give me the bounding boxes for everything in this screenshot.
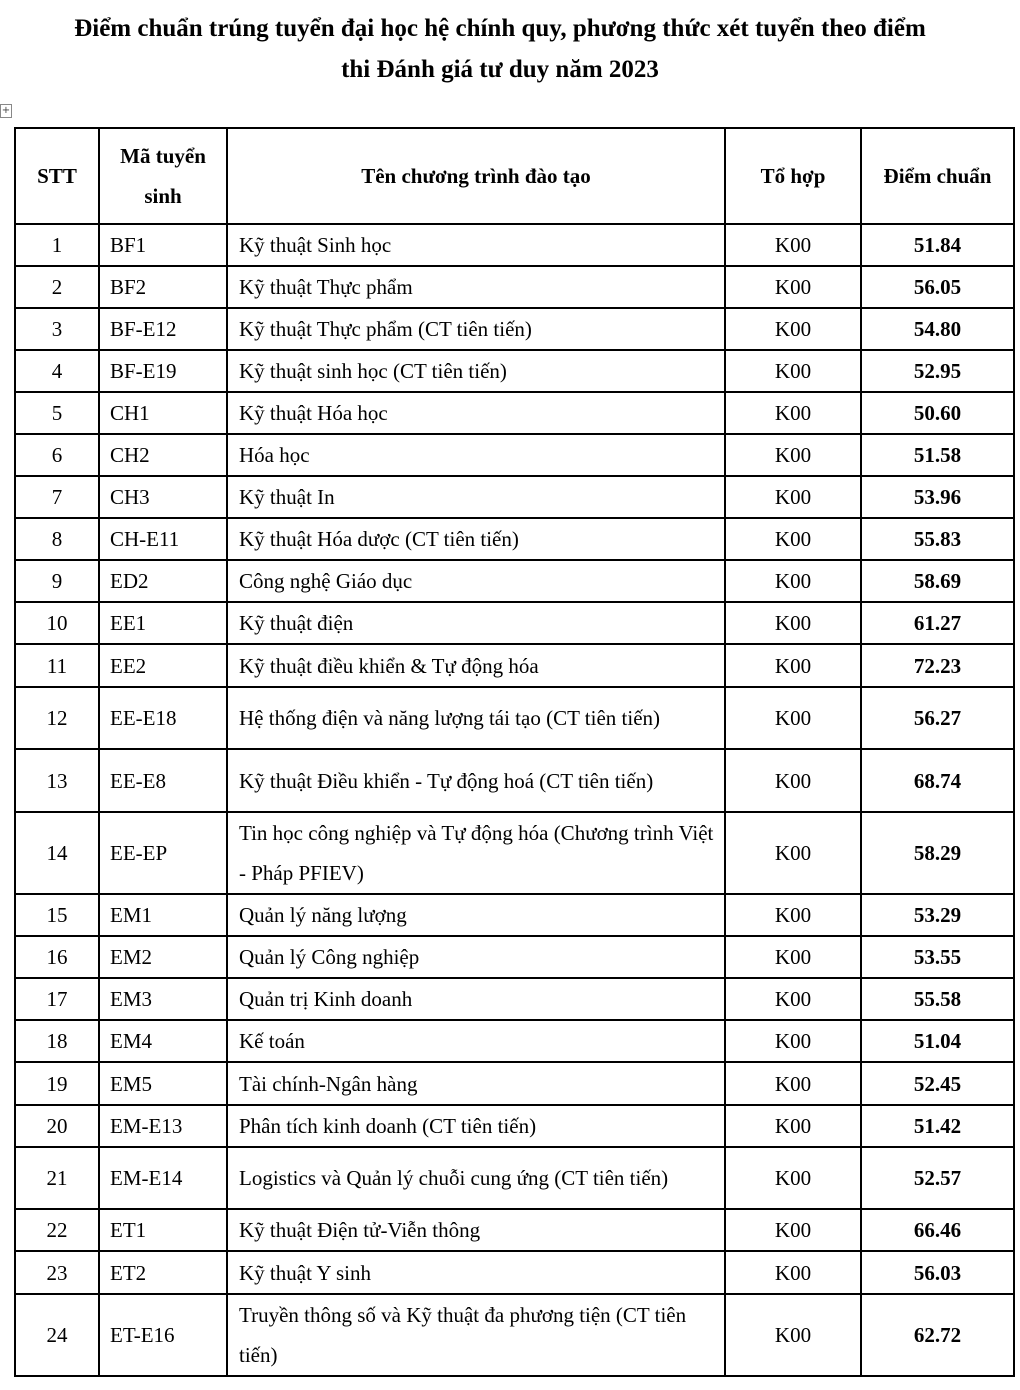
cell-program: Quản trị Kinh doanh (227, 978, 725, 1020)
table-row (15, 224, 1014, 266)
cell-combo: K00 (725, 978, 861, 1020)
cell-code: CH3 (99, 476, 227, 518)
cell-stt: 2 (15, 266, 99, 308)
cell-program: Kỹ thuật In (227, 476, 725, 518)
cell-score: 51.04 (861, 1020, 1014, 1062)
cell-program: Logistics và Quản lý chuỗi cung ứng (CT tiên tiến) (227, 1147, 725, 1209)
table-row (15, 266, 1014, 308)
cell-stt: 4 (15, 350, 99, 392)
cell-score: 51.84 (861, 224, 1014, 266)
cell-program: Kỹ thuật điều khiển & Tự động hóa (227, 644, 725, 687)
cell-code: EM4 (99, 1020, 227, 1062)
cell-code: ED2 (99, 560, 227, 602)
cell-score: 61.27 (861, 602, 1014, 644)
cell-code: ET1 (99, 1209, 227, 1251)
cell-combo: K00 (725, 749, 861, 812)
cell-combo: K00 (725, 308, 861, 350)
cell-combo: K00 (725, 1294, 861, 1376)
cell-program: Hệ thống điện và năng lượng tái tạo (CT tiên tiến) (227, 687, 725, 749)
cell-program: Kỹ thuật điện (227, 602, 725, 644)
cell-stt: 6 (15, 434, 99, 476)
header-program: Tên chương trình đào tạo (227, 128, 725, 224)
cell-code: EM-E14 (99, 1147, 227, 1209)
cell-score: 52.57 (861, 1147, 1014, 1209)
header-combo: Tổ hợp (725, 128, 861, 224)
cell-program: Kế toán (227, 1020, 725, 1062)
cell-score: 53.29 (861, 894, 1014, 936)
cell-score: 55.83 (861, 518, 1014, 560)
table-row (15, 560, 1014, 602)
page-title-line-2: thi Đánh giá tư duy năm 2023 (341, 56, 659, 83)
table-row (15, 978, 1014, 1020)
cell-stt: 13 (15, 749, 99, 812)
cell-stt: 7 (15, 476, 99, 518)
cell-stt: 21 (15, 1147, 99, 1209)
cell-code: ET2 (99, 1251, 227, 1294)
table-row (15, 687, 1014, 749)
cell-stt: 20 (15, 1105, 99, 1147)
table-row (15, 1062, 1014, 1105)
cell-code: EM2 (99, 936, 227, 978)
cell-program: Kỹ thuật Thực phẩm (227, 266, 725, 308)
cell-stt: 17 (15, 978, 99, 1020)
cell-stt: 8 (15, 518, 99, 560)
cell-combo: K00 (725, 602, 861, 644)
table-row (15, 1209, 1014, 1251)
cell-code: EM5 (99, 1062, 227, 1105)
header-code: Mã tuyển sinh (99, 128, 227, 224)
cell-program: Kỹ thuật Y sinh (227, 1251, 725, 1294)
cell-code: EE1 (99, 602, 227, 644)
cell-score: 62.72 (861, 1294, 1014, 1376)
cell-combo: K00 (725, 1209, 861, 1251)
cell-program: Kỹ thuật Sinh học (227, 224, 725, 266)
cell-code: BF-E19 (99, 350, 227, 392)
table-row (15, 350, 1014, 392)
cell-score: 50.60 (861, 392, 1014, 434)
cell-stt: 3 (15, 308, 99, 350)
cell-program: Truyền thông số và Kỹ thuật đa phương tiện (CT tiên tiến) (227, 1294, 725, 1376)
cell-stt: 9 (15, 560, 99, 602)
cell-program: Quản lý Công nghiệp (227, 936, 725, 978)
cell-stt: 16 (15, 936, 99, 978)
cell-combo: K00 (725, 1105, 861, 1147)
table-row (15, 1147, 1014, 1209)
cell-code: EM-E13 (99, 1105, 227, 1147)
table-row (15, 1020, 1014, 1062)
cell-program: Kỹ thuật Điều khiển - Tự động hoá (CT tiên tiến) (227, 749, 725, 812)
header-score: Điểm chuẩn (861, 128, 1014, 224)
cell-score: 68.74 (861, 749, 1014, 812)
cell-score: 52.45 (861, 1062, 1014, 1105)
cell-stt: 14 (15, 812, 99, 894)
cell-code: BF-E12 (99, 308, 227, 350)
table-row (15, 476, 1014, 518)
admission-score-table (14, 127, 1015, 1377)
cell-stt: 12 (15, 687, 99, 749)
cell-score: 66.46 (861, 1209, 1014, 1251)
cell-combo: K00 (725, 266, 861, 308)
cell-code: EE-EP (99, 812, 227, 894)
cell-combo: K00 (725, 644, 861, 687)
cell-stt: 24 (15, 1294, 99, 1376)
cell-stt: 10 (15, 602, 99, 644)
cell-program: Hóa học (227, 434, 725, 476)
cell-combo: K00 (725, 687, 861, 749)
cell-combo: K00 (725, 936, 861, 978)
cell-stt: 18 (15, 1020, 99, 1062)
cell-score: 53.96 (861, 476, 1014, 518)
cell-code: ET-E16 (99, 1294, 227, 1376)
cell-program: Kỹ thuật sinh học (CT tiên tiến) (227, 350, 725, 392)
cell-combo: K00 (725, 894, 861, 936)
cell-program: Công nghệ Giáo dục (227, 560, 725, 602)
table-row (15, 644, 1014, 687)
cell-program: Tin học công nghiệp và Tự động hóa (Chương trình Việt - Pháp PFIEV) (227, 812, 725, 894)
page-title-line-1: Điểm chuẩn trúng tuyển đại học hệ chính quy, phương thức xét tuyển theo điểm (74, 15, 926, 42)
cell-score: 52.95 (861, 350, 1014, 392)
move-cross-icon[interactable]: + (1, 105, 11, 116)
table-row (15, 518, 1014, 560)
cell-score: 51.42 (861, 1105, 1014, 1147)
cell-stt: 19 (15, 1062, 99, 1105)
cell-combo: K00 (725, 1147, 861, 1209)
cell-combo: K00 (725, 224, 861, 266)
table-row (15, 308, 1014, 350)
cell-program: Kỹ thuật Điện tử-Viễn thông (227, 1209, 725, 1251)
table-row (15, 812, 1014, 894)
cell-score: 58.29 (861, 812, 1014, 894)
cell-code: EE-E18 (99, 687, 227, 749)
cell-program: Quản lý năng lượng (227, 894, 725, 936)
cell-stt: 11 (15, 644, 99, 687)
cell-combo: K00 (725, 392, 861, 434)
cell-combo: K00 (725, 560, 861, 602)
cell-combo: K00 (725, 476, 861, 518)
table-header-row (15, 128, 1014, 224)
cell-stt: 15 (15, 894, 99, 936)
cell-program: Tài chính-Ngân hàng (227, 1062, 725, 1105)
cell-score: 53.55 (861, 936, 1014, 978)
cell-score: 56.05 (861, 266, 1014, 308)
cell-program: Kỹ thuật Hóa học (227, 392, 725, 434)
cell-combo: K00 (725, 1251, 861, 1294)
cell-score: 56.27 (861, 687, 1014, 749)
header-stt: STT (15, 128, 99, 224)
cell-code: EE-E8 (99, 749, 227, 812)
cell-code: BF1 (99, 224, 227, 266)
cell-stt: 23 (15, 1251, 99, 1294)
cell-score: 72.23 (861, 644, 1014, 687)
table-row (15, 392, 1014, 434)
cell-combo: K00 (725, 434, 861, 476)
table-row (15, 749, 1014, 812)
cell-score: 56.03 (861, 1251, 1014, 1294)
cell-score: 51.58 (861, 434, 1014, 476)
cell-program: Kỹ thuật Hóa dược (CT tiên tiến) (227, 518, 725, 560)
table-row (15, 1294, 1014, 1376)
cell-program: Phân tích kinh doanh (CT tiên tiến) (227, 1105, 725, 1147)
table-row (15, 602, 1014, 644)
table-row (15, 1105, 1014, 1147)
cell-score: 54.80 (861, 308, 1014, 350)
cell-combo: K00 (725, 1062, 861, 1105)
cell-stt: 1 (15, 224, 99, 266)
cell-code: CH1 (99, 392, 227, 434)
table-row (15, 894, 1014, 936)
cell-stt: 5 (15, 392, 99, 434)
cell-code: EE2 (99, 644, 227, 687)
cell-code: CH-E11 (99, 518, 227, 560)
cell-combo: K00 (725, 350, 861, 392)
page-title (0, 8, 1000, 90)
cell-code: BF2 (99, 266, 227, 308)
table-row (15, 1251, 1014, 1294)
cell-program: Kỹ thuật Thực phẩm (CT tiên tiến) (227, 308, 725, 350)
cell-stt: 22 (15, 1209, 99, 1251)
cell-score: 55.58 (861, 978, 1014, 1020)
cell-combo: K00 (725, 518, 861, 560)
cell-combo: K00 (725, 1020, 861, 1062)
cell-score: 58.69 (861, 560, 1014, 602)
cell-combo: K00 (725, 812, 861, 894)
cell-code: EM1 (99, 894, 227, 936)
cell-code: EM3 (99, 978, 227, 1020)
cell-code: CH2 (99, 434, 227, 476)
table-row (15, 936, 1014, 978)
table-row (15, 434, 1014, 476)
